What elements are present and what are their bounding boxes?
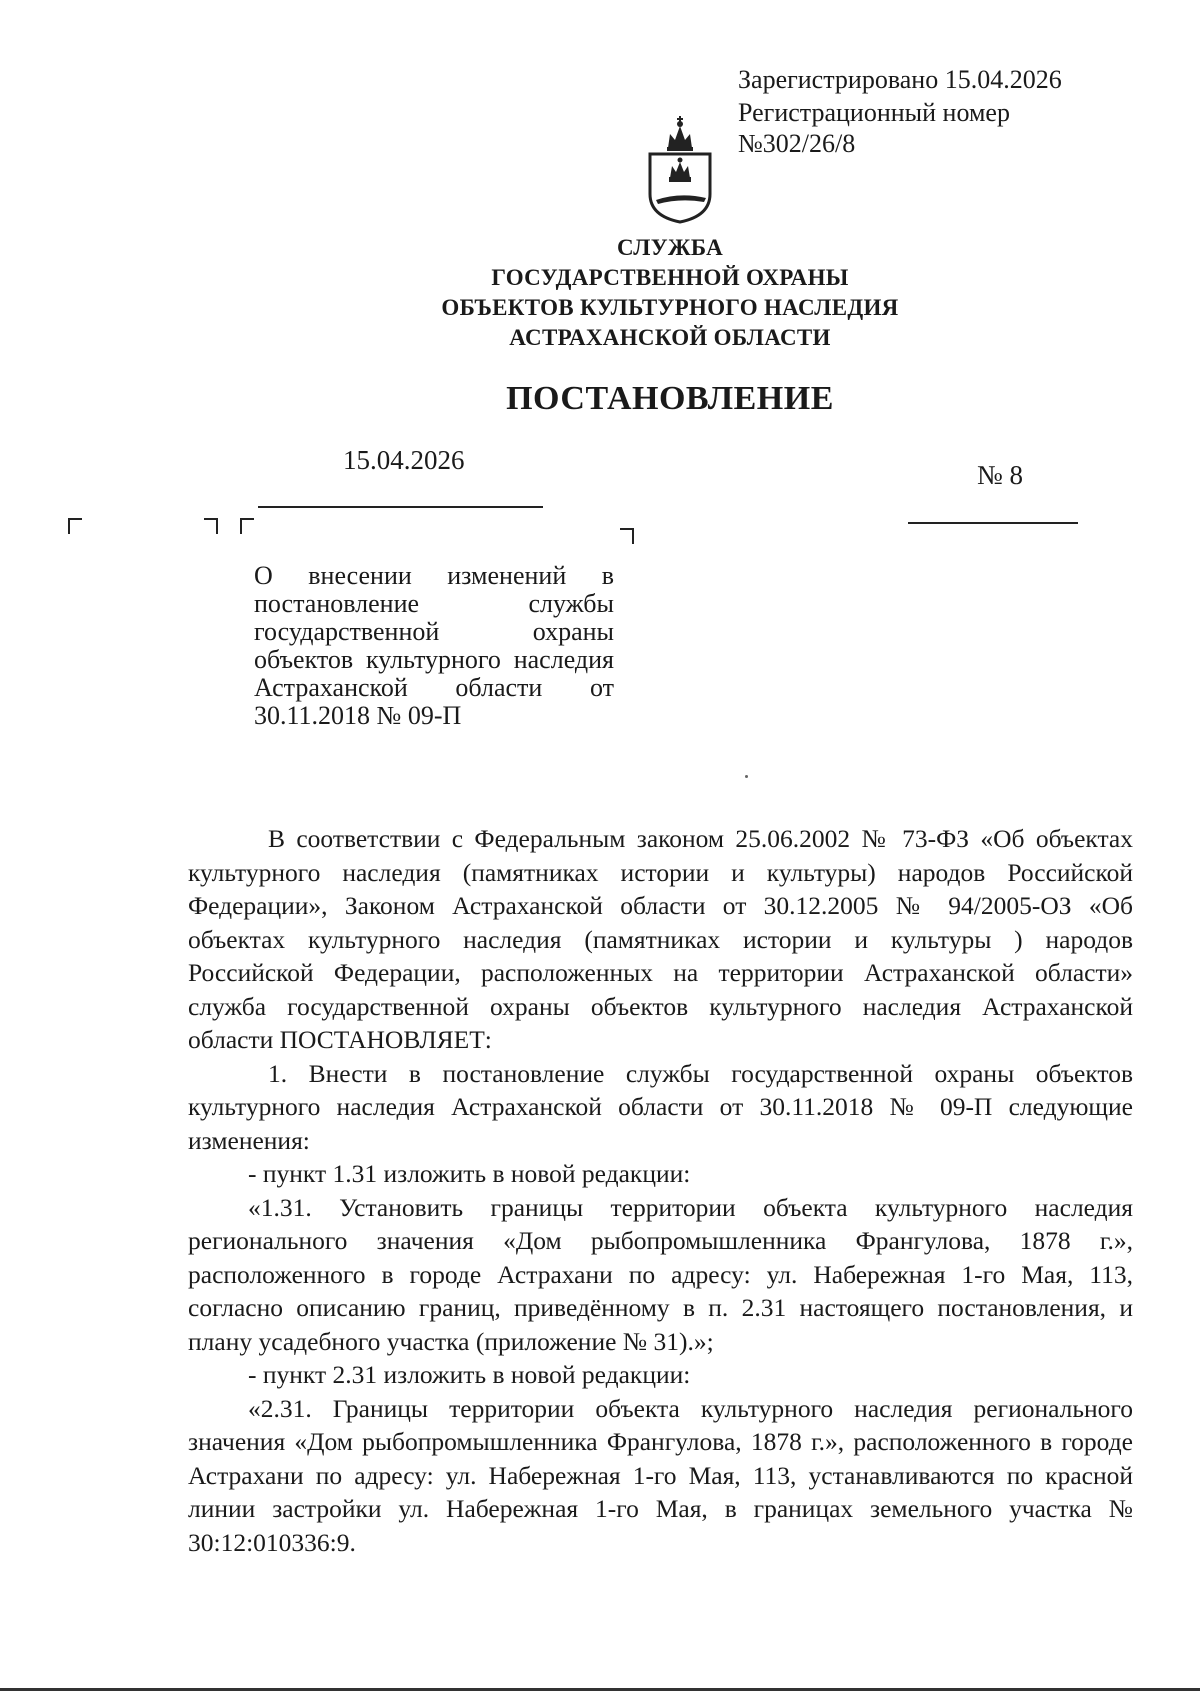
item-1-paragraph: 1. Внести в постановление службы государственной охраны объектов культурного наследия Астраханской области от 30.11.2018 № 09-П следующие изменения:: [188, 1058, 1133, 1155]
registration-label: Регистрационный номер: [738, 98, 1010, 127]
agency-name-line-4: АСТРАХАНСКОЙ ОБЛАСТИ: [509, 325, 831, 350]
corner-bracket: [240, 518, 254, 534]
number-underline: [908, 522, 1078, 524]
agency-name-line-1: СЛУЖБА: [616, 235, 724, 260]
corner-bracket: [204, 518, 218, 534]
document-date: 15.04.2026: [343, 445, 465, 475]
corner-bracket: [68, 518, 82, 534]
quoted-clause-2-31: «2.31. Границы территории объекта культурного наследия регионального значения «Дом рыбопромышленника Франгулова, 1878 г.», расположенного в городе Астрахани по адресу: ул. Набережная 1-го Мая, 113, устанавливаются по красной линии застройки ул. Набережная 1-го Мая, в границах земельного участка № 30:12:010336:9.: [188, 1393, 1133, 1557]
preamble-paragraph: В соответствии с Федеральным законом 25.06.2002 № 73-ФЗ «Об объектах культурного наследия (памятниках истории и культуры) народов Российской Федерации», Законом Астраханской области от 30.12.2005 № 94/2005-ОЗ «Об объектах культурного наследия (памятниках истории и культуры ) народов Российской Федерации, расположенных на территории Астраханской области» служба государственной охраны объектов культурного наследия Астраханской области ПОСТАНОВЛЯЕТ:: [188, 824, 1133, 1054]
agency-name-line-3: ОБЪЕКТОВ КУЛЬТУРНОГО НАСЛЕДИЯ: [441, 295, 899, 320]
document-subject: О внесении изменений в постановление службы государственной охраны объектов культурного наследия Астраханской области от 30.11.2018 № 09-П: [254, 561, 614, 730]
registration-number: №302/26/8: [738, 129, 856, 158]
agency-name-line-2: ГОСУДАРСТВЕННОЙ ОХРАНЫ: [491, 265, 849, 290]
registration-date: Зарегистрировано 15.04.2026: [738, 65, 1062, 94]
scan-speck: [745, 775, 748, 778]
astrakhan-coat-of-arms-icon: [640, 112, 720, 224]
document-title: ПОСТАНОВЛЕНИЕ: [506, 380, 834, 417]
document-body: [188, 822, 1133, 1559]
document-number: № 8: [977, 460, 1024, 490]
bullet-item-2-31: - пункт 2.31 изложить в новой редакции:: [248, 1360, 691, 1389]
scan-edge-line: [0, 1688, 1200, 1691]
bullet-item-1-31: - пункт 1.31 изложить в новой редакции:: [248, 1159, 691, 1188]
date-underline: [258, 506, 543, 508]
quoted-clause-1-31: «1.31. Установить границы территории объекта культурного наследия регионального значения «Дом рыбопромышленника Франгулова, 1878 г.», расположенного в городе Астрахани по адресу: ул. Набережная 1-го Мая, 113, согласно описанию границ, приведённому в п. 2.31 настоящего постановления, и плану усадебного участка (приложение № 31).»;: [188, 1192, 1133, 1356]
corner-bracket: [620, 528, 634, 544]
